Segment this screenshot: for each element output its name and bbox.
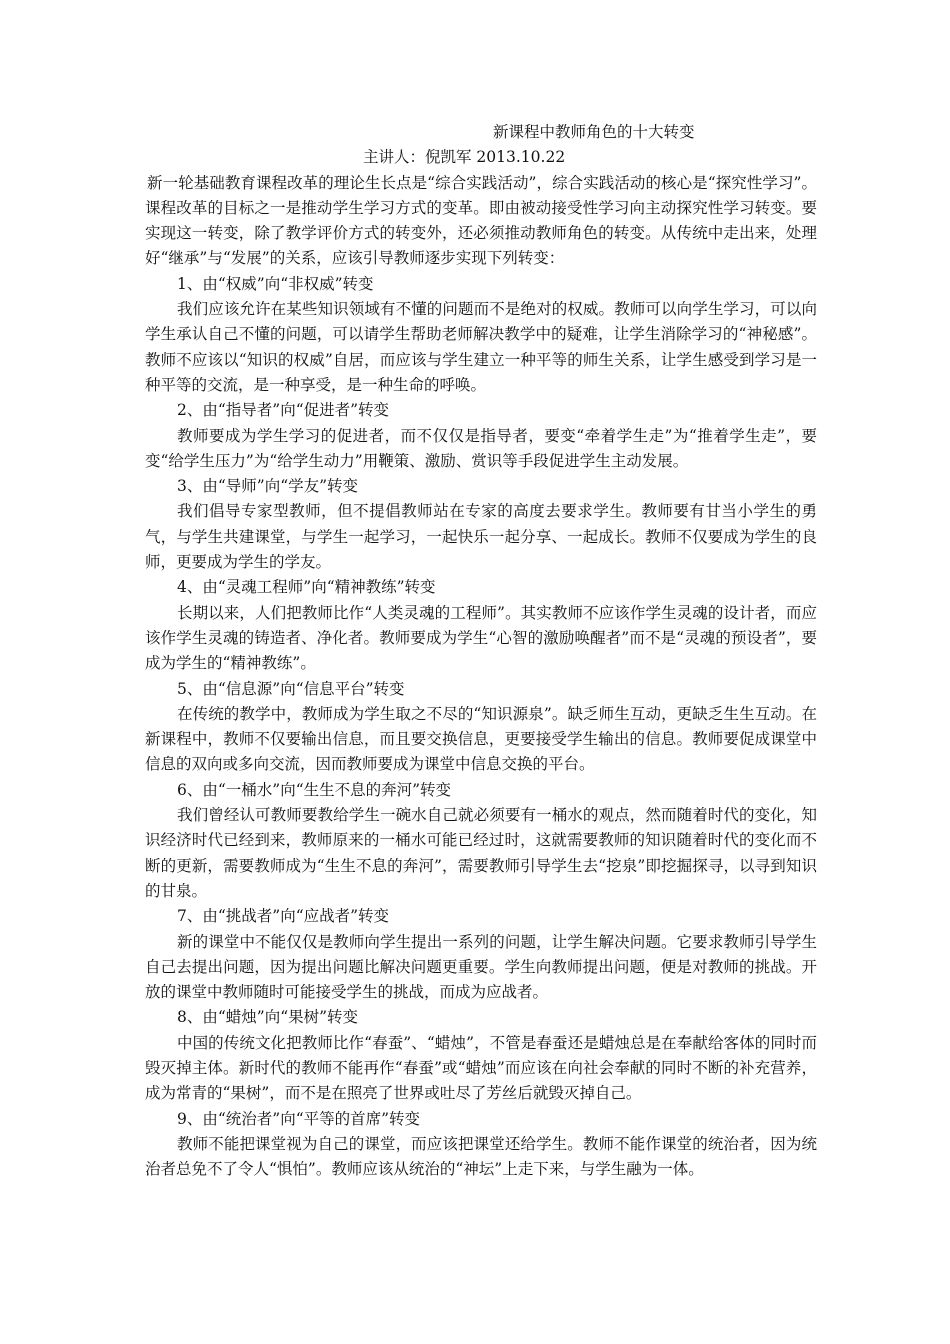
- intro-paragraph: 新一轮基础教育课程改革的理论生长点是“综合实践活动”，综合实践活动的核心是“探究性学习”。课程改革的目标之一是推动学生学习方式的变革。即由被动接受性学习向主动探究性学习转变。要实现这一转变，除了教学评价方式的转变外，还必须推动教师角色的转变。从传统中走出来，处理好“继承”与“发展”的关系，应该引导教师逐步实现下列转变：: [145, 173, 817, 268]
- section-body: 新的课堂中不能仅仅是教师向学生提出一系列的问题，让学生解决问题。它要求教师引导学生自己去提出问题，因为提出问题比解决问题更重要。学生向教师提出问题，便是对教师的挑战。开放的课堂中教师随时可能接受学生的挑战，而成为应战者。: [145, 932, 817, 1002]
- section-heading: 1、由“权威”向“非权威”转变: [177, 274, 374, 293]
- section-body: 教师不能把课堂视为自己的课堂，而应该把课堂还给学生。教师不能作课堂的统治者，因为统治者总免不了令人“惧怕”。教师应该从统治的“神坛”上走下来，与学生融为一体。: [145, 1134, 817, 1179]
- section-body: 我们曾经认可教师要教给学生一碗水自己就必须要有一桶水的观点，然而随着时代的变化，知识经济时代已经到来，教师原来的一桶水可能已经过时，这就需要教师的知识随着时代的变化而不断的更新，需要教师成为“生生不息的奔河”，需要教师引导学生去“挖泉”即挖掘探寻，以寻到知识的甘泉。: [145, 806, 817, 900]
- section-body: 在传统的教学中，教师成为学生取之不尽的“知识源泉”。缺乏师生互动，更缺乏生生互动。在新课程中，教师不仅要输出信息，而且要交换信息，更要接受学生输出的信息。教师要促成课堂中信息的双向或多向交流，因而教师要成为课堂中信息交换的平台。: [145, 704, 817, 774]
- section-heading: 7、由“挑战者”向“应战者”转变: [177, 907, 390, 926]
- section-7: [145, 904, 817, 1005]
- section-heading: 2、由“指导者”向“促进者”转变: [177, 401, 390, 420]
- section-body: 我们应该允许在某些知识领域有不懂的问题而不是绝对的权威。教师可以向学生学习，可以向学生承认自己不懂的问题，可以请学生帮助老师解决教学中的疑难，让学生消除学习的“神秘感”。教师不应该以“知识的权威”自居，而应该与学生建立一种平等的师生关系，让学生感受到学习是一种平等的交流，是一种享受，是一种生命的呼唤。: [145, 300, 817, 394]
- section-body: 长期以来，人们把教师比作“人类灵魂的工程师”。其实教师不应该作学生灵魂的设计者，而应该作学生灵魂的铸造者、净化者。教师要成为学生“心智的激励唤醒者”而不是“灵魂的预设者”，要成为学生的“精神教练”。: [145, 603, 817, 673]
- section-4: [145, 575, 817, 676]
- section-heading: 6、由“一桶水”向“生生不息的奔河”转变: [177, 780, 452, 799]
- section-heading: 9、由“统治者”向“平等的首席”转变: [177, 1109, 421, 1128]
- section-body: 中国的传统文化把教师比作“春蚕”、“蜡烛”，不管是春蚕还是蜡烛总是在奉献给客体的同时而毁灭掉主体。新时代的教师不能再作“春蚕”或“蜡烛”而应该在向社会奉献的同时不断的补充营养，成为常青的“果树”，而不是在照亮了世界或吐尽了芳丝后就毁灭掉自己。: [145, 1033, 817, 1103]
- section-5: [145, 677, 817, 778]
- section-heading: 5、由“信息源”向“信息平台”转变: [177, 679, 405, 698]
- document-byline: 主讲人：倪凯军 2013.10.22: [363, 148, 566, 167]
- section-heading: 8、由“蜡烛”向“果树”转变: [177, 1008, 359, 1027]
- section-heading: 3、由“导师”向“学友”转变: [177, 477, 359, 496]
- section-3: [145, 474, 817, 575]
- section-heading: 4、由“灵魂工程师”向“精神教练”转变: [177, 578, 436, 597]
- section-8: [145, 1005, 817, 1106]
- section-9: [145, 1107, 817, 1183]
- section-6: [145, 778, 817, 904]
- section-body: 我们倡导专家型教师，但不提倡教师站在专家的高度去要求学生。教师要有甘当小学生的勇气，与学生共建课堂，与学生一起学习，一起快乐一起分享、一起成长。教师不仅要成为学生的良师，更要成为学生的学友。: [145, 502, 817, 572]
- document-page: [145, 120, 817, 1182]
- document-title: 新课程中教师角色的十大转变: [493, 123, 695, 141]
- section-body: 教师要成为学生学习的促进者，而不仅仅是指导者，要变“牵着学生走”为“推着学生走”，要变“给学生压力”为“给学生动力”用鞭策、激励、赏识等手段促进学生主动发展。: [145, 426, 817, 470]
- section-2: [145, 398, 817, 474]
- section-1: [145, 272, 817, 398]
